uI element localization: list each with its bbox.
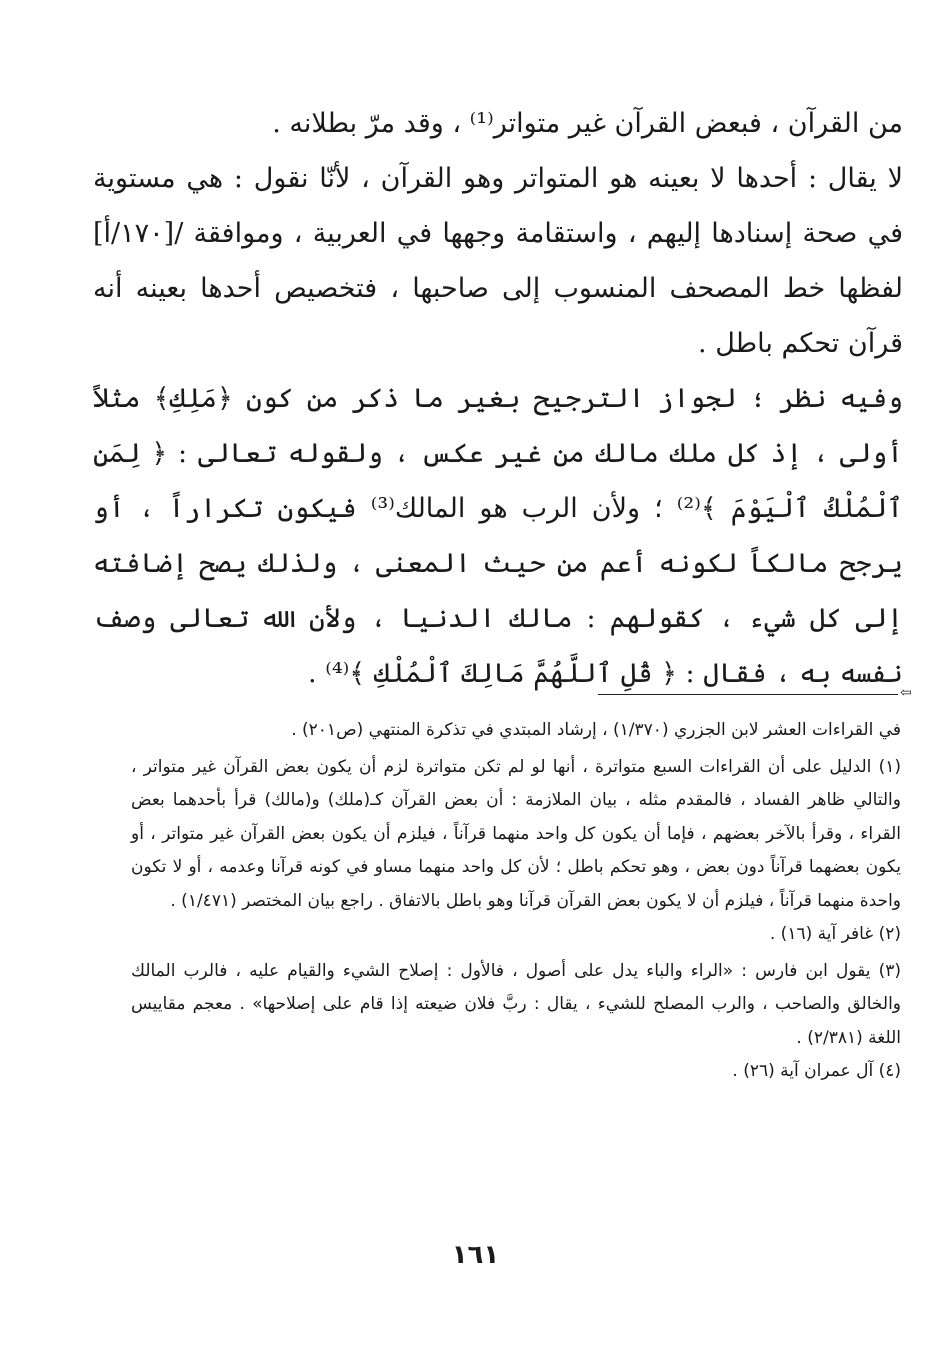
footnotes bbox=[131, 714, 901, 1089]
body-paragraph-2: لا يقال : أحدها لا بعينه هو المتواتر وهو القرآن ، لأنّا نقول : هي مستوية في صحة إسنادها إليهم ، واستقامة وجهها في العربية ، وموافقة /[١٧٠/أ] لفظها خط المصحف المنسوب إلى صاحبها ، فتخصيص أحدها بعينه أنه قرآن تحكم باطل . bbox=[93, 163, 903, 359]
page-number: ١٦١ bbox=[451, 1240, 500, 1270]
footnote-1: (١) الدليل على أن القراءات السبع متواترة ، أنها لو لم تكن متواترة لزم أن يكون بعض القرآن غير متواتر ، والتالي ظاهر الفساد ، فالمقدم مثله ، بيان الملازمة : أن بعض القرآن كـ(ملك) و(مالك) قرأ بأحدهما بعض القراء ، وقرأ بالآخر بعضهم ، فإما أن يكون كل واحد منهما قرآناً ، فيلزم أن يكون بعض القرآن غير متواتر ، أو يكون بعضهما قرآناً دون بعض ، وهو تحكم باطل ؛ لأن كل واحد منهما مساو في كونه قرآنا وعدمه ، أو لا تكون واحدة منهما قرآناً ، فيلزم أن لا يكون بعض القرآن قرآنا وهو باطل بالاتفاق . راجع بيان المختصر (١/٤٧١) . bbox=[131, 756, 901, 911]
footnote-4: (٤) آل عمران آية (٢٦) . bbox=[732, 1061, 901, 1081]
footnote-2: (٢) غافر آية (١٦) . bbox=[769, 924, 901, 944]
footnote-separator bbox=[598, 694, 898, 695]
body-paragraph-1: من القرآن ، فبعض القرآن غير متواتر⁽¹⁾ ، وقد مرّ بطلانه . bbox=[272, 108, 903, 139]
arrow-left-icon: ⇦ bbox=[900, 685, 912, 701]
body-paragraph-3: وفيه نظر ؛ لجواز الترجيح بغير ما ذكر من كون ﴿مَلِكِ﴾ مثلاً أولى ، إذ كل ملك مالك من غير عكس ، ولقوله تعالى : ﴿ لِمَنِ ٱلْمُلْكُ ٱلْيَوْمَ ﴾⁽²⁾ ؛ ولأن الرب هو المالك⁽³⁾ فيكون تكراراً ، أو يرجح مالكاً لكونه أعم من حيث المعنى ، ولذلك يصح إضافته إلى كل شيء ، كقولهم : مالك الدنيا ، ولأن الله تعالى وصف نفسه به ، فقال : ﴿ قُلِ ٱللَّهُمَّ مَالِكَ ٱلْمُلْكِ ﴾⁽⁴⁾ . bbox=[93, 383, 903, 689]
footnote-3: (٣) يقول ابن فارس : «الراء والباء يدل على أصول ، فالأول : إصلاح الشيء والقيام عليه ، فالرب المالك والخالق والصاحب ، والرب المصلح للشيء ، يقال : ربَّ فلان ضيعته إذا قام على إصلاحها» . معجم مقاييس اللغة (٢/٣٨١) . bbox=[131, 960, 901, 1048]
main-text bbox=[93, 96, 903, 701]
footnote-continuation: في القراءات العشر لابن الجزري (١/٣٧٠) ، إرشاد المبتدي في تذكرة المنتهي (ص٢٠١) . bbox=[291, 720, 901, 740]
